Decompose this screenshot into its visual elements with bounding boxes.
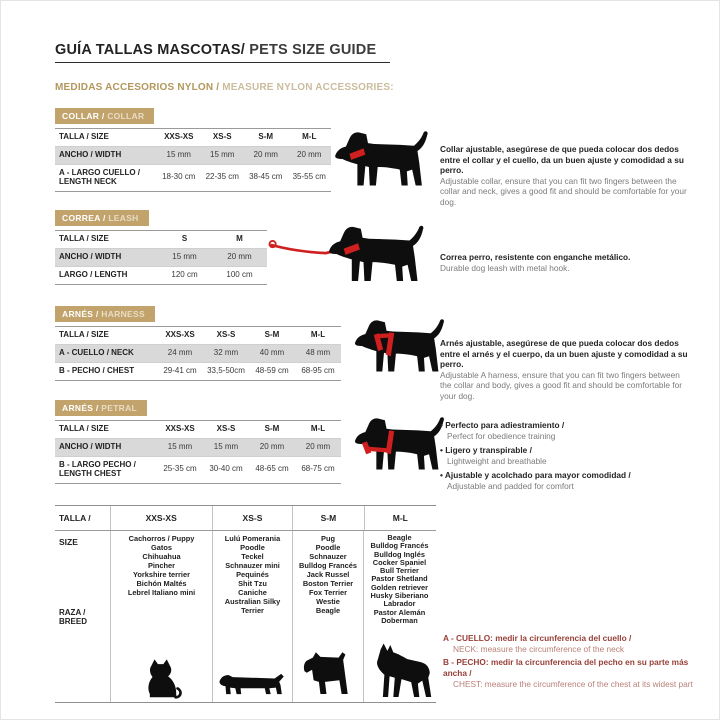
feature-en: Adjustable and padded for comfort (447, 481, 574, 491)
cell: B - LARGO PECHO / LENGTH CHEST (55, 456, 157, 483)
table-row (55, 456, 341, 483)
cell: XS-S (203, 421, 249, 439)
cell: 40 mm (249, 344, 295, 362)
badge-harness-en: HARNESS (101, 309, 145, 319)
dog-leash-silhouette (268, 218, 432, 290)
table-row (55, 231, 267, 249)
cell: S-M (244, 129, 288, 147)
cell: 22-35 cm (201, 164, 245, 191)
cell: TALLA / SIZE (55, 327, 157, 345)
breed-list: Cachorros / Puppy Gatos Chihuahua Pincher Yorkshire terrier Bichón Maltés Lebrel Italiano mini (127, 534, 196, 597)
cell: 33,5-50cm (203, 362, 249, 380)
feature-item (440, 470, 692, 492)
feature-item (440, 420, 692, 442)
page-title (55, 42, 390, 63)
breeds-table (55, 505, 436, 703)
cell: M-L (295, 327, 341, 345)
cell: TALLA / SIZE (55, 129, 157, 147)
breeds-column-m-l (363, 531, 435, 702)
cell: 20 mm (249, 438, 295, 456)
collar-size-table (55, 128, 331, 192)
table-row (55, 438, 341, 456)
section-badge-leash (55, 210, 149, 226)
note-item (443, 633, 705, 655)
measurement-notes (443, 633, 705, 692)
note-en: CHEST: measure the circumference of the chest at its widest part (453, 679, 693, 689)
cell: 15 mm (157, 438, 203, 456)
breeds-column-xxs-xs (110, 531, 212, 702)
cell: 20 mm (244, 146, 288, 164)
cat-silhouette (142, 658, 182, 700)
cell: XXS-XS (157, 327, 203, 345)
breeds-row-label: RAZA / BREED (59, 607, 88, 626)
schnauzer-silhouette (300, 650, 356, 700)
cell: XS-S (212, 506, 292, 530)
feature-item (440, 445, 692, 467)
petral-feature-list (440, 420, 692, 495)
badge-petral-es: ARNÉS / (62, 403, 102, 413)
breed-list: Pug Poodle Schnauzer Bulldog Francés Jack Russel Boston Terrier Fox Terrier Westie Beagle (299, 534, 357, 615)
leash-size-table (55, 230, 267, 285)
cell: 15 mm (157, 248, 212, 266)
cell: 68-75 cm (295, 456, 341, 483)
dog-petral-silhouette (350, 408, 452, 480)
note-item (443, 657, 705, 690)
dog-collar-silhouette (330, 122, 436, 196)
breeds-header-row (55, 506, 436, 547)
cell: 120 cm (157, 266, 212, 284)
table-row (55, 146, 331, 164)
feature-es: • Perfecto para adiestramiento / (440, 420, 692, 431)
section-badge-petral (55, 400, 147, 416)
feature-es: • Ajustable y acolchado para mayor comodidad / (440, 470, 692, 481)
note-es: B - PECHO: medir la circunferencia del pecho en su parte más ancha / (443, 657, 689, 678)
cell: 38-45 cm (244, 164, 288, 191)
cell: XS-S (201, 129, 245, 147)
cell: 20 mm (212, 248, 267, 266)
table-row (55, 129, 331, 147)
dachshund-silhouette (217, 670, 289, 700)
cell: 15 mm (201, 146, 245, 164)
cell: XS-S (203, 327, 249, 345)
cell: TALLA / SIZE (59, 513, 91, 547)
table-row (55, 266, 267, 284)
badge-leash-es: CORREA / (62, 213, 109, 223)
collar-description (440, 144, 690, 208)
table-row (55, 344, 341, 362)
section-badge-harness (55, 306, 155, 322)
feature-en: Lightweight and breathable (447, 456, 547, 466)
cell: 24 mm (157, 344, 203, 362)
cell: 48 mm (295, 344, 341, 362)
cell: 30-40 cm (203, 456, 249, 483)
collar-desc-en: Adjustable collar, ensure that you can fit two fingers between the collar and neck, gives a good fit and should be comfortable for your dog. (440, 175, 687, 207)
cell: 32 mm (203, 344, 249, 362)
cell: A - CUELLO / NECK (55, 344, 157, 362)
cell: A - LARGO CUELLO / LENGTH NECK (55, 164, 157, 191)
cell: ANCHO / WIDTH (55, 146, 157, 164)
table-row (55, 248, 267, 266)
collar-desc-es: Collar ajustable, asegúrese de que pueda colocar dos dedos entre el collar y el cuello, da un buen ajuste y comodidad a su perro. (440, 144, 684, 176)
badge-collar-en: COLLAR (107, 111, 145, 121)
breed-list: Lulú Pomerania Poodle Teckel Schnauzer mini Pequinés Shit Tzu Caniche Australian Silky Terrier (224, 534, 281, 615)
cell: 29-41 cm (157, 362, 203, 380)
cell: 15 mm (203, 438, 249, 456)
cell: M (212, 231, 267, 249)
page-subtitle-en: MEASURE NYLON ACCESSORIES: (222, 82, 394, 93)
badge-collar-es: COLLAR / (62, 111, 108, 121)
table-row (55, 164, 331, 191)
feature-en: Perfect for obedience training (447, 431, 556, 441)
cell: 48-65 cm (249, 456, 295, 483)
cell: XXS-XS (157, 129, 201, 147)
cell: M-L (288, 129, 332, 147)
breeds-column-xs-s (212, 531, 292, 702)
cell: M-L (295, 421, 341, 439)
cell: S-M (249, 421, 295, 439)
harness-description (440, 338, 690, 402)
cell: S (157, 231, 212, 249)
cell: ANCHO / WIDTH (55, 248, 157, 266)
cell: B - PECHO / CHEST (55, 362, 157, 380)
section-badge-collar (55, 108, 154, 124)
table-row (55, 421, 341, 439)
doberman-silhouette (368, 642, 432, 700)
cell: TALLA / SIZE (55, 231, 157, 249)
harness-desc-en: Adjustable A harness, ensure that you can fit two fingers between the collar and body, gives a good fit and should be comfortable for your dog. (440, 369, 682, 401)
cell: 35-55 cm (288, 164, 332, 191)
cell: 15 mm (157, 146, 201, 164)
cell: ANCHO / WIDTH (55, 438, 157, 456)
harness-desc-es: Arnés ajustable, asegúrese de que pueda colocar dos dedos entre el arnés y el cuerpo, da un buen ajuste y comodidad a su perro. (440, 338, 688, 370)
badge-petral-en: PETRAL (101, 403, 138, 413)
page-title-en: PETS SIZE GUIDE (245, 42, 377, 58)
harness-size-table (55, 326, 341, 381)
note-es: A - CUELLO: medir la circunferencia del cuello / (443, 633, 632, 643)
feature-es: • Ligero y transpirable / (440, 445, 692, 456)
badge-leash-en: LEASH (108, 213, 139, 223)
page-subtitle (55, 82, 394, 93)
leash-description (440, 252, 690, 273)
cell: S-M (292, 506, 363, 530)
petral-size-table (55, 420, 341, 484)
cell: 68-95 cm (295, 362, 341, 380)
cell: 18-30 cm (157, 164, 201, 191)
cell: 20 mm (295, 438, 341, 456)
leash-desc-en: Durable dog leash with metal hook. (440, 262, 570, 273)
cell: LARGO / LENGTH (55, 266, 157, 284)
badge-harness-es: ARNÉS / (62, 309, 102, 319)
cell: 20 mm (288, 146, 332, 164)
cell: XXS-XS (157, 421, 203, 439)
cell: XXS-XS (110, 506, 212, 530)
cell: M-L (364, 506, 436, 530)
cell: 25-35 cm (157, 456, 203, 483)
cell: 100 cm (212, 266, 267, 284)
table-row (55, 327, 341, 345)
breeds-column-s-m (292, 531, 363, 702)
page-subtitle-es: MEDIDAS ACCESORIOS NYLON / (55, 82, 223, 93)
cell: TALLA / SIZE (55, 421, 157, 439)
cell: S-M (249, 327, 295, 345)
cell: 48-59 cm (249, 362, 295, 380)
leash-desc-es: Correa perro, resistente con enganche metálico. (440, 252, 631, 262)
note-en: NECK: measure the circumference of the neck (453, 644, 625, 654)
dog-harness-silhouette (350, 310, 452, 382)
table-row (55, 362, 341, 380)
breed-list: Beagle Bulldog Francés Bulldog Inglés Cocker Spaniel Bull Terrier Pastor Shetland Golden retriever Husky Siberiano Labrador Pastor Alemán Doberman (370, 533, 429, 625)
page-title-es: GUÍA TALLAS MASCOTAS/ (55, 42, 246, 58)
breeds-body-row (55, 531, 436, 702)
